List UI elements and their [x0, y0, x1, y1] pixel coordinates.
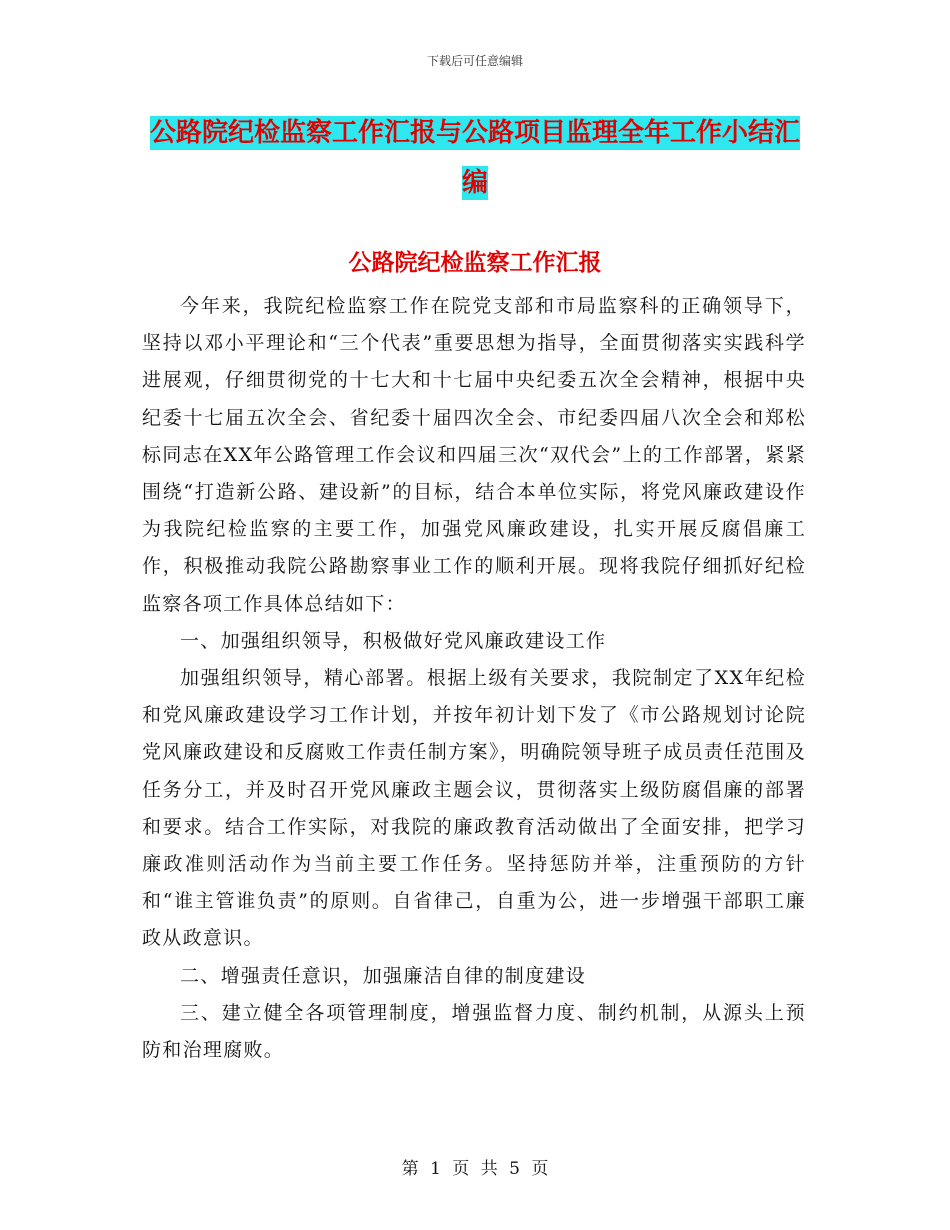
page-footer: 第 1 页 共 5 页 [401, 1159, 549, 1179]
section-title: 公路院纪检监察工作汇报 [348, 249, 602, 276]
paragraph-heading-3: 三、建立健全各项管理制度，增强监督力度、制约机制，从源头上预防和治理腐败。 [142, 1001, 806, 1062]
document-body [142, 288, 806, 1069]
paragraph-heading-1: 一、加强组织领导，积极做好党风廉政建设工作 [180, 629, 607, 652]
header-note: 下载后可任意编辑 [426, 54, 523, 68]
paragraph-body-1: 加强组织领导，精心部署。根据上级有关要求，我院制定了XX年纪检和党风廉政建设学习工作计划，并按年初计划下发了《市公路规划讨论院党风廉政建设和反腐败工作责任制方案》，明确院领导班子成员责任范围及任务分工，并及时召开党风廉政主题会议，贯彻落实上级防腐倡廉的部署和要求。结合工作实际，对我院的廉政教育活动做出了全面安排，把学习廉政准则活动作为当前主要工作任务。坚持惩防并举，注重预防的方针和“谁主管谁负责”的原则。自省律己，自重为公，进一步增强干部职工廉政从政意识。 [142, 667, 806, 950]
document-title-text: 公路院纪检监察工作汇报与公路项目监理全年工作小结汇编 [149, 118, 800, 198]
paragraph-heading-2: 二、增强责任意识，加强廉洁自律的制度建设 [180, 964, 587, 987]
document-title [140, 108, 810, 208]
paragraph-intro: 今年来，我院纪检监察工作在院党支部和市局监察科的正确领导下，坚持以邓小平理论和“三个代表”重要思想为指导，全面贯彻落实实践科学进展观，仔细贯彻党的十七大和十七届中央纪委五次全会精神，根据中央纪委十七届五次全会、省纪委十届四次全会、市纪委四届八次全会和郑松标同志在XX年公路管理工作会议和四届三次“双代会”上的工作部署，紧紧围绕“打造新公路、建设新”的目标，结合本单位实际，将党风廉政建设作为我院纪检监察的主要工作，加强党风廉政建设，扎实开展反腐倡廉工作，积极推动我院公路勘察事业工作的顺利开展。现将我院仔细抓好纪检监察各项工作具体总结如下： [142, 295, 806, 615]
